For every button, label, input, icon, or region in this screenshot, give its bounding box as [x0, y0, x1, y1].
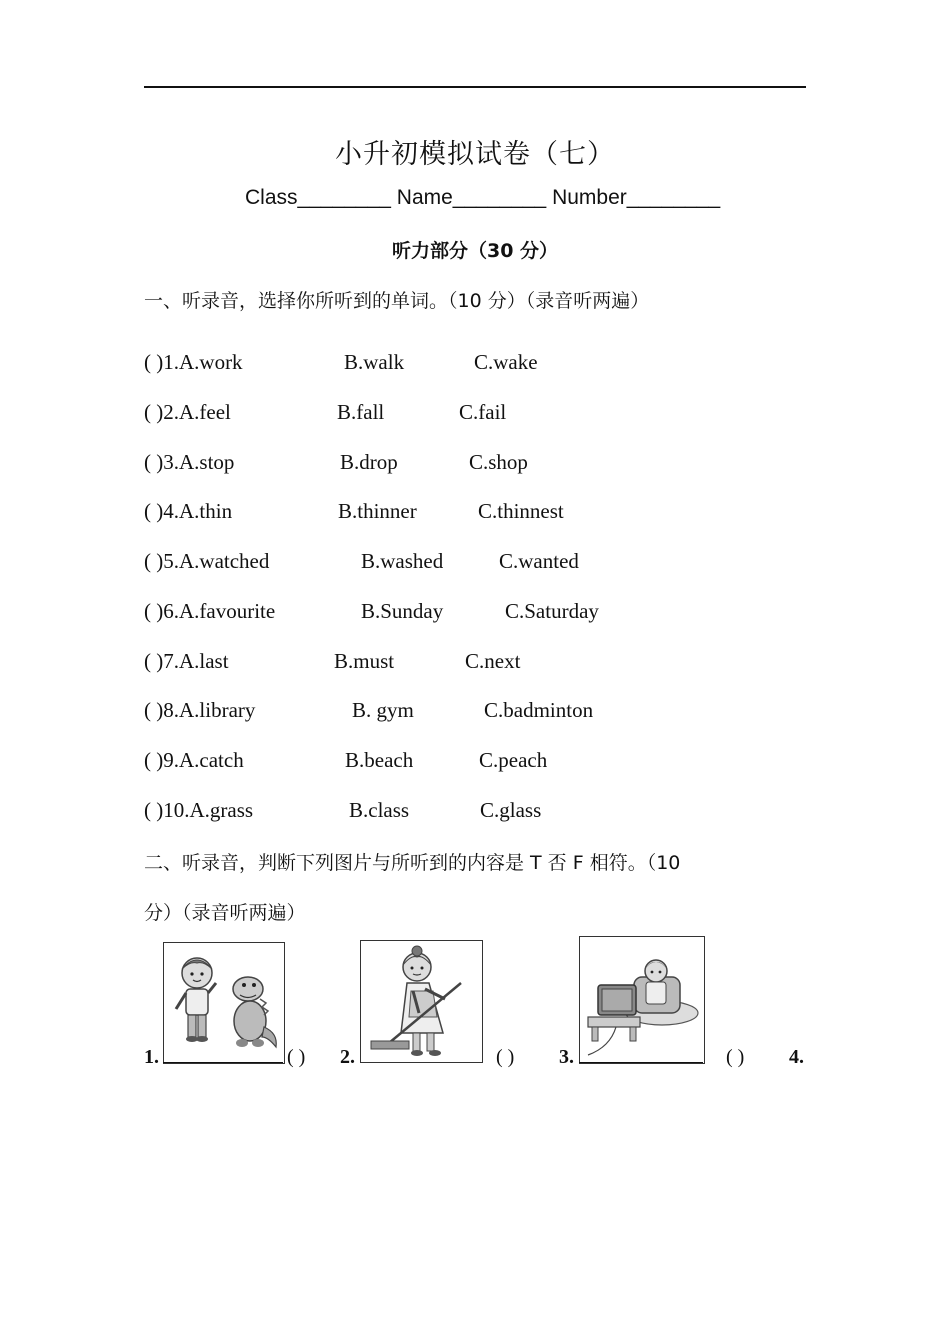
question-answer-blank-and-option-a[interactable]: ( )7.A.last: [144, 649, 229, 673]
picture-label-3: 3.: [559, 1046, 574, 1068]
header-rule: [144, 86, 806, 88]
answer-underline-1: [163, 1062, 283, 1063]
question-answer-blank-and-option-a[interactable]: ( )5.A.watched: [144, 549, 270, 573]
option-c: C.wanted: [499, 549, 579, 573]
option-b: B.must: [334, 649, 395, 673]
part2-heading-line1: 二、听录音，判断下列图片与所听到的内容是 T 否 F 相符。（10: [144, 852, 681, 874]
girl-watching-tv-illustration: [580, 937, 704, 1063]
answer-blank-3[interactable]: ( ): [726, 1046, 745, 1068]
picture-label-4: 4.: [789, 1046, 804, 1068]
option-b: B.Sunday: [361, 599, 444, 623]
option-c: C.fail: [459, 400, 507, 424]
boy-and-dinosaur-illustration: [164, 943, 284, 1063]
option-c: C.glass: [480, 798, 542, 822]
option-b: B.class: [349, 798, 410, 822]
question-answer-blank-and-option-a[interactable]: ( )3.A.stop: [144, 450, 235, 474]
answer-underline-3: [579, 1062, 703, 1063]
option-b: B.washed: [361, 549, 444, 573]
option-c: C.next: [465, 649, 521, 673]
question-answer-blank-and-option-a[interactable]: ( )4.A.thin: [144, 499, 233, 523]
question-answer-blank-and-option-a[interactable]: ( )1.A.work: [144, 350, 243, 374]
option-c: C.peach: [479, 748, 548, 772]
question-answer-blank-and-option-a[interactable]: ( )9.A.catch: [144, 748, 244, 772]
option-b: B.fall: [337, 400, 385, 424]
question-answer-blank-and-option-a[interactable]: ( )10.A.grass: [144, 798, 254, 822]
answer-blank-2[interactable]: ( ): [496, 1046, 515, 1068]
option-b: B. gym: [352, 698, 414, 722]
option-c: C.thinnest: [478, 499, 564, 523]
boy-and-dinosaur-picture: [163, 942, 285, 1064]
option-c: C.wake: [474, 350, 538, 374]
part1-heading: 一、听录音，选择你所听到的单词。（10 分）（录音听两遍）: [144, 290, 650, 312]
picture-label-2: 2.: [340, 1046, 355, 1068]
question-answer-blank-and-option-a[interactable]: ( )8.A.library: [144, 698, 256, 722]
question-answer-blank-and-option-a[interactable]: ( )6.A.favourite: [144, 599, 276, 623]
answer-blank-1[interactable]: ( ): [287, 1046, 306, 1068]
girl-mopping-illustration: [361, 941, 482, 1062]
option-b: B.drop: [340, 450, 398, 474]
girl-mopping-floor-picture: [360, 940, 483, 1063]
option-b: B.beach: [345, 748, 414, 772]
part2-heading-line2: 分）（录音听两遍）: [144, 902, 306, 924]
girl-watching-tv-picture: [579, 936, 705, 1064]
option-c: C.Saturday: [505, 599, 599, 623]
page-title: 小升初模拟试卷（七）: [335, 139, 615, 170]
option-b: B.walk: [344, 350, 405, 374]
option-b: B.thinner: [338, 499, 417, 523]
question-answer-blank-and-option-a[interactable]: ( )2.A.feel: [144, 400, 231, 424]
option-c: C.badminton: [484, 698, 594, 722]
picture-label-1: 1.: [144, 1046, 159, 1068]
student-info-line: Class________ Name________ Number________: [245, 186, 721, 209]
option-c: C.shop: [469, 450, 528, 474]
section-title: 听力部分（30 分）: [391, 240, 559, 262]
